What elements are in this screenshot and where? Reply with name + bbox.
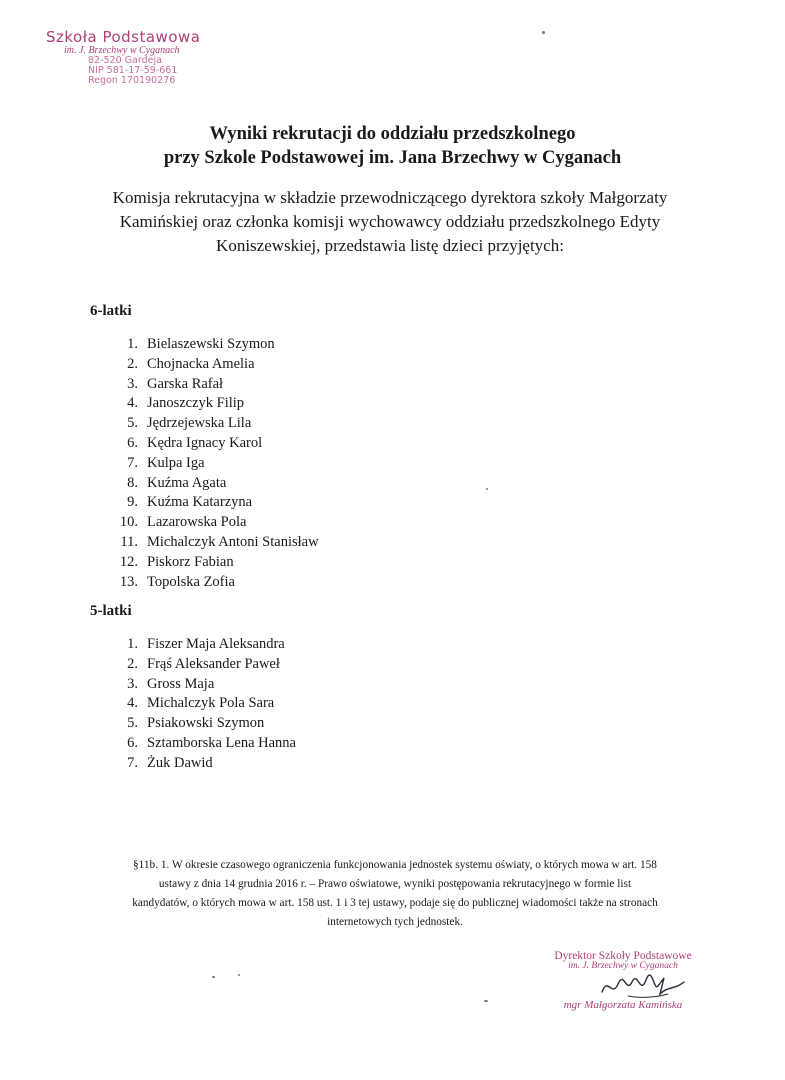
item-number: 3. (127, 375, 138, 392)
item-number: 2. (127, 355, 138, 372)
footnote-line-4: internetowych tych jednostek. (327, 916, 463, 928)
child-name: Żuk Dawid (147, 754, 213, 771)
child-name: Garska Rafał (147, 375, 224, 392)
item-number: 4. (127, 695, 138, 712)
stamp-nip: NIP 581-17-59-661 (88, 65, 178, 77)
list-item (106, 335, 319, 355)
child-name: Kędra Ignacy Karol (147, 434, 263, 451)
section-heading-6-latki: 6-latki (90, 303, 132, 319)
stamp-patron: im. J. Brzechwy w Cyganach (64, 44, 180, 56)
director-name: mgr Małgorzata Kamińska (563, 999, 683, 1012)
footnote-line-3: kandydatów, o których mowa w art. 158 ust. 1 i 3 tej ustawy, podaje się do publicznej wiadomości także na stronach (132, 897, 658, 909)
footnote-line-2: ustawy z dnia 14 grudnia 2016 r. – Prawo oświatowe, wyniki postępowania rekrutacyjnego w formie list (158, 878, 632, 890)
intro-paragraph (70, 186, 710, 258)
child-name: Piskorz Fabian (147, 553, 234, 570)
stamp-address: 82-520 Gardeja (88, 55, 162, 67)
item-number: 8. (127, 474, 138, 491)
scan-speck (542, 31, 545, 34)
scan-speck (486, 488, 488, 490)
item-number: 1. (127, 336, 138, 352)
intro-line-2: Kamińskiej oraz członka komisji wychowawcy oddziału przedszkolnego Edyty (119, 212, 661, 231)
item-number: 10. (119, 514, 138, 531)
child-name: Chojnacka Amelia (147, 355, 255, 372)
list-item (106, 694, 296, 714)
list-item (106, 414, 319, 434)
child-name: Kuźma Katarzyna (147, 494, 253, 511)
list-item (106, 474, 319, 494)
list-item (106, 533, 319, 553)
list-item (106, 553, 319, 573)
list-item (106, 513, 319, 533)
child-name: Frąś Aleksander Paweł (147, 655, 280, 672)
title-line-1: Wyniki rekrutacji do oddziału przedszkolnego (209, 124, 576, 144)
list-item (106, 655, 296, 675)
item-number: 6. (127, 734, 138, 751)
stamp-regon: Regon 170190276 (88, 75, 176, 87)
item-number: 5. (127, 415, 138, 432)
scan-speck (212, 976, 215, 978)
list-item (106, 675, 296, 695)
child-name: Janoszczyk Filip (147, 395, 245, 412)
child-name: Sztamborska Lena Hanna (147, 734, 296, 751)
intro-line-3: Koniszewskiej, przedstawia listę dzieci przyjętych: (216, 236, 564, 255)
item-number: 9. (127, 494, 138, 511)
list-5-latki (106, 635, 296, 774)
scan-speck (484, 1000, 488, 1002)
intro-line-1: Komisja rekrutacyjna w składzie przewodniczącego dyrektora szkoły Małgorzaty (112, 188, 668, 207)
item-number: 12. (119, 553, 138, 570)
director-school: im. J. Brzechwy w Cyganach (568, 961, 678, 972)
child-name: Gross Maja (147, 675, 215, 692)
scan-speck (238, 974, 240, 976)
child-name: Kulpa Iga (147, 454, 205, 471)
item-number: 1. (127, 636, 138, 652)
list-item (106, 454, 319, 474)
list-item (106, 573, 319, 593)
footnote-line-1: §11b. 1. W okresie czasowego ograniczenia funkcjonowania jednostek systemu oświaty, o których mowa w art. 158 (133, 859, 657, 871)
item-number: 11. (120, 533, 138, 550)
child-name: Kuźma Agata (147, 474, 227, 491)
child-name: Michalczyk Pola Sara (147, 695, 275, 712)
item-number: 13. (119, 573, 138, 590)
list-item (106, 754, 296, 774)
item-number: 4. (127, 395, 138, 412)
director-title: Dyrektor Szkoły Podstawowe (554, 950, 692, 962)
child-name: Michalczyk Antoni Stanisław (147, 533, 319, 550)
list-item (106, 635, 296, 655)
child-name: Psiakowski Szymon (147, 715, 265, 732)
list-item (106, 355, 319, 375)
item-number: 5. (127, 715, 138, 732)
child-name: Fiszer Maja Aleksandra (147, 636, 285, 652)
stamp-school-name: Szkoła Podstawowa (46, 28, 201, 46)
item-number: 7. (127, 454, 138, 471)
handwritten-signature (598, 968, 688, 1004)
list-item (106, 714, 296, 734)
child-name: Bielaszewski Szymon (147, 336, 275, 352)
legal-footnote (70, 856, 720, 932)
item-number: 2. (127, 655, 138, 672)
item-number: 7. (127, 754, 138, 771)
child-name: Jędrzejewska Lila (147, 415, 252, 432)
list-item (106, 394, 319, 414)
item-number: 3. (127, 675, 138, 692)
list-item (106, 734, 296, 754)
list-item (106, 434, 319, 454)
item-number: 6. (127, 434, 138, 451)
section-heading-5-latki: 5-latki (90, 603, 132, 619)
title-line-2: przy Szkole Podstawowej im. Jana Brzechwy w Cyganach (163, 148, 622, 168)
school-stamp (46, 30, 200, 86)
document-title (0, 122, 785, 170)
list-item (106, 375, 319, 395)
list-6-latki (106, 335, 319, 592)
child-name: Lazarowska Pola (147, 514, 247, 531)
child-name: Topolska Zofia (147, 573, 235, 590)
list-item (106, 493, 319, 513)
